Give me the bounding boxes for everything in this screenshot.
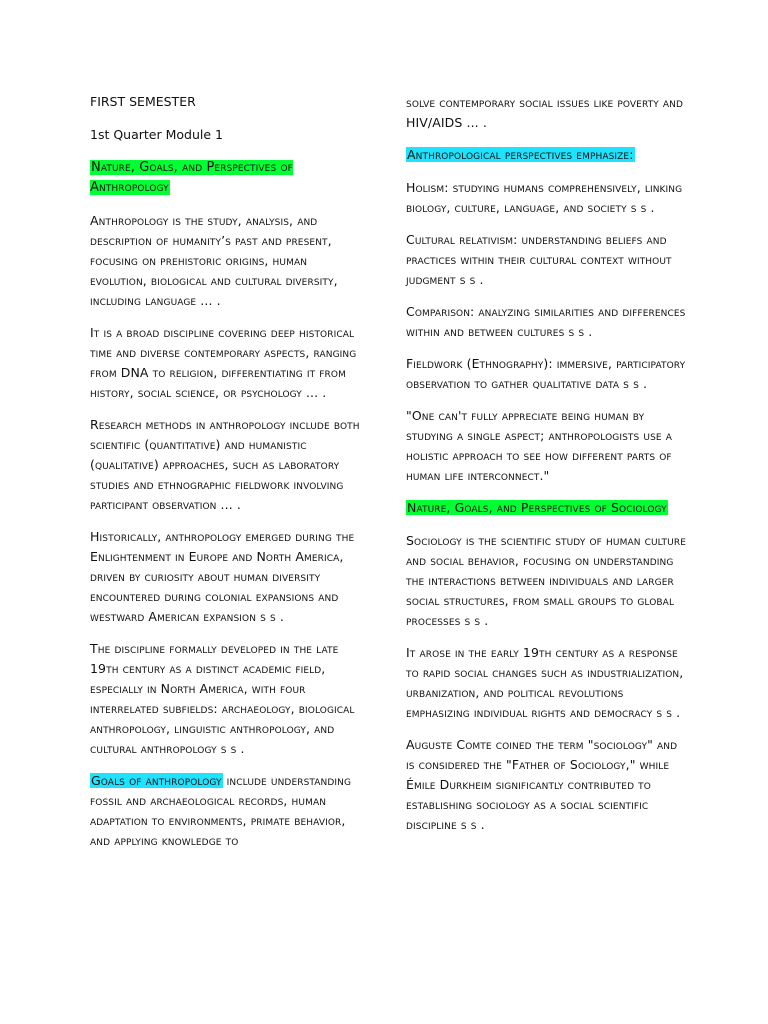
module-label: 1st Quarter Module 1 bbox=[90, 127, 223, 142]
semester-label: FIRST SEMESTER bbox=[90, 94, 196, 109]
paragraph-relativism: Cultural relativism: understanding beliefs and practices within their cultural context without judgment s s . bbox=[406, 232, 672, 287]
goals-text: include understanding fossil and archaeological records, human adaptation to environments, primate behavior, and applying knowledge to bbox=[90, 773, 352, 848]
paragraph-holism: Holism: studying humans comprehensively, linking biology, culture, language, and society s s . bbox=[406, 180, 683, 215]
paragraph-comte-durkheim: Auguste Comte coined the term "sociology" and is considered the "Father of Sociology," while Émile Durkheim significantly contributed to establishing sociology as a social scientific discipline s s . bbox=[406, 737, 678, 832]
paragraph-sociology-definition: Sociology is the scientific study of human culture and social behavior, focusing on understanding the interactions between individuals and larger social structures, from small groups to global processes s s . bbox=[406, 533, 686, 628]
paragraph-broad-discipline: It is a broad discipline covering deep historical time and diverse contemporary aspects, ranging from DNA to religion, differentiating it from history, social science, or psychology ... . bbox=[90, 325, 357, 400]
paragraph-anthropology-definition: Anthropology is the study, analysis, and description of humanity’s past and present, focusing on prehistoric origins, human evolution, biological and cultural diversity, including language ... . bbox=[90, 213, 338, 308]
paragraph-formal-development: The discipline formally developed in the late 19th century as a distinct academic field, especially in North America, with four interrelated subfields: archaeology, biological anthropology, linguistic anthropology, and cultural anthropology s s . bbox=[90, 641, 355, 756]
paragraph-comparison: Comparison: analyzing similarities and differences within and between cultures s s . bbox=[406, 304, 686, 339]
paragraph-research-methods: Research methods in anthropology include both scientific (quantitative) and humanistic (qualitative) approaches, such as laboratory studies and ethnographic fieldwork involving participant observation ... . bbox=[90, 417, 360, 512]
goals-highlight: Goals of anthropology bbox=[91, 773, 222, 788]
paragraph-sociology-origin: It arose in the early 19th century as a response to rapid social changes such as industrialization, urbanization, and political revolutions emphasizing individual rights and democracy s s . bbox=[406, 645, 684, 720]
paragraph-quote: "One can't fully appreciate being human by studying a single aspect; anthropologists use a holistic approach to see how different parts of human life interconnect." bbox=[406, 408, 673, 483]
heading-anthropology bbox=[90, 158, 365, 198]
left-column bbox=[90, 92, 365, 863]
paragraph-goals bbox=[90, 771, 365, 851]
heading-sociology-text: Nature, Goals, and Perspectives of Sociology bbox=[407, 500, 667, 515]
heading-perspectives-text: Anthropological perspectives emphasize: bbox=[407, 147, 634, 162]
paragraph-fieldwork: Fieldwork (Ethnography): immersive, participatory observation to gather qualitative data s s . bbox=[406, 356, 686, 391]
paragraph-history: Historically, anthropology emerged during the Enlightenment in Europe and North America, driven by curiosity about human diversity encountered during colonial expansions and westward American expansion s s . bbox=[90, 529, 355, 624]
paragraph-continued: solve contemporary social issues like poverty and HIV/AIDS ... . bbox=[406, 95, 684, 130]
heading-sociology bbox=[406, 498, 686, 518]
heading-perspectives bbox=[406, 145, 686, 165]
heading-anthropology-text: Nature, Goals, and Perspectives of Anthropology bbox=[90, 160, 293, 195]
right-column bbox=[406, 93, 686, 847]
